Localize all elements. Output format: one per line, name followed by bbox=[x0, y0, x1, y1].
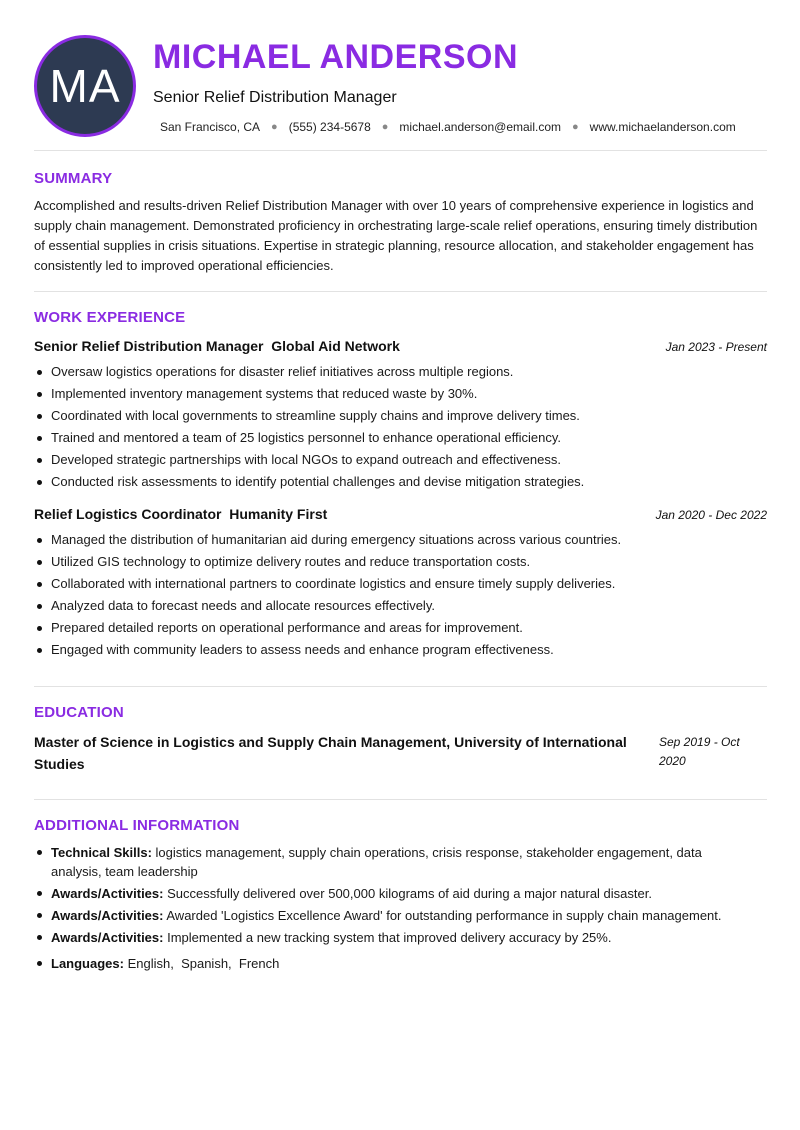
item-text: English, Spanish, French bbox=[127, 956, 280, 971]
separator-dot: ● bbox=[381, 121, 389, 133]
item-text: Implemented a new tracking system that improved delivery accuracy by 25%. bbox=[167, 930, 612, 945]
list-item bbox=[34, 928, 734, 947]
list-item: Utilized GIS technology to optimize delivery routes and reduce transportation costs. bbox=[34, 551, 767, 573]
summary-text: Accomplished and results-driven Relief Distribution Manager with over 10 years of comprehensive experience in logistics and supply chain management. Demonstrated proficiency in orchestrating large-scale relief operations, ensuring timely distribution of essential supplies in crisis situations. Expertise in strategic planning, resource allocation, and stakeholder engagement has consistently led to improved operational efficiencies. bbox=[34, 198, 758, 273]
section-divider bbox=[34, 799, 767, 800]
additional-heading: ADDITIONAL INFORMATION bbox=[34, 817, 240, 834]
list-item: Implemented inventory management systems that reduced waste by 30%. bbox=[34, 383, 767, 405]
job-bullets bbox=[34, 361, 767, 493]
avatar-initials: MA bbox=[49, 60, 121, 112]
summary-heading: SUMMARY bbox=[34, 170, 113, 187]
candidate-name: MICHAEL ANDERSON bbox=[153, 38, 519, 76]
list-item: Engaged with community leaders to assess needs and enhance program effectiveness. bbox=[34, 639, 767, 661]
contact-location: San Francisco, CA bbox=[160, 120, 261, 134]
list-item: Collaborated with international partners to coordinate logistics and ensure timely supply deliveries. bbox=[34, 573, 767, 595]
list-item: Managed the distribution of humanitarian aid during emergency situations across various countries. bbox=[34, 529, 767, 551]
list-item: Oversaw logistics operations for disaster relief initiatives across multiple regions. bbox=[34, 361, 767, 383]
list-item bbox=[34, 884, 734, 903]
job-header bbox=[34, 338, 767, 354]
job-header bbox=[34, 506, 767, 522]
section-divider bbox=[34, 686, 767, 687]
section-divider bbox=[34, 291, 767, 292]
item-label: Awards/Activities: bbox=[51, 886, 164, 901]
job-company: Humanity First bbox=[229, 506, 328, 522]
contact-line bbox=[160, 120, 736, 134]
job-dates: Jan 2023 - Present bbox=[665, 340, 767, 354]
job-title-line bbox=[34, 506, 327, 522]
education-dates: Sep 2019 - Oct 2020 bbox=[659, 735, 740, 768]
candidate-title: Senior Relief Distribution Manager bbox=[153, 89, 397, 106]
job-title: Senior Relief Distribution Manager bbox=[34, 338, 264, 354]
separator-dot: ● bbox=[572, 121, 579, 133]
job-title: Relief Logistics Coordinator bbox=[34, 506, 222, 522]
section-divider bbox=[34, 150, 767, 151]
additional-list bbox=[34, 843, 734, 976]
list-item: Prepared detailed reports on operational performance and areas for improvement. bbox=[34, 617, 767, 639]
item-text: Successfully delivered over 500,000 kilograms of aid during a major natural disaster. bbox=[167, 886, 652, 901]
item-label: Awards/Activities: bbox=[51, 908, 164, 923]
job-title-line bbox=[34, 338, 400, 354]
avatar bbox=[34, 35, 136, 137]
item-text: Awarded 'Logistics Excellence Award' for outstanding performance in supply chain management. bbox=[166, 908, 722, 923]
list-item: Conducted risk assessments to identify potential challenges and devise mitigation strategies. bbox=[34, 471, 767, 493]
list-item: Trained and mentored a team of 25 logistics personnel to enhance operational efficiency. bbox=[34, 427, 767, 449]
job-company: Global Aid Network bbox=[271, 338, 400, 354]
contact-website[interactable]: www.michaelanderson.com bbox=[589, 120, 736, 134]
list-item bbox=[34, 843, 734, 881]
item-label: Languages: bbox=[51, 956, 124, 971]
contact-email[interactable]: michael.anderson@email.com bbox=[399, 120, 562, 134]
item-label: Awards/Activities: bbox=[51, 930, 164, 945]
contact-phone[interactable]: (555) 234-5678 bbox=[288, 120, 371, 134]
item-label: Technical Skills: bbox=[51, 845, 152, 860]
education-heading: EDUCATION bbox=[34, 704, 124, 721]
job-bullets bbox=[34, 529, 767, 661]
list-item: Coordinated with local governments to streamline supply chains and improve delivery times. bbox=[34, 405, 767, 427]
separator-dot: ● bbox=[271, 121, 278, 133]
list-item: Analyzed data to forecast needs and allocate resources effectively. bbox=[34, 595, 767, 617]
list-item bbox=[34, 906, 734, 925]
item-text: logistics management, supply chain operations, crisis response, stakeholder engagement, data analysis, team leadership bbox=[51, 845, 702, 879]
list-item bbox=[34, 954, 734, 973]
job-dates: Jan 2020 - Dec 2022 bbox=[655, 508, 767, 522]
education-degree: Master of Science in Logistics and Supply Chain Management, University of International Studies bbox=[34, 734, 627, 772]
list-item: Developed strategic partnerships with local NGOs to expand outreach and effectiveness. bbox=[34, 449, 767, 471]
experience-heading: WORK EXPERIENCE bbox=[34, 309, 186, 326]
